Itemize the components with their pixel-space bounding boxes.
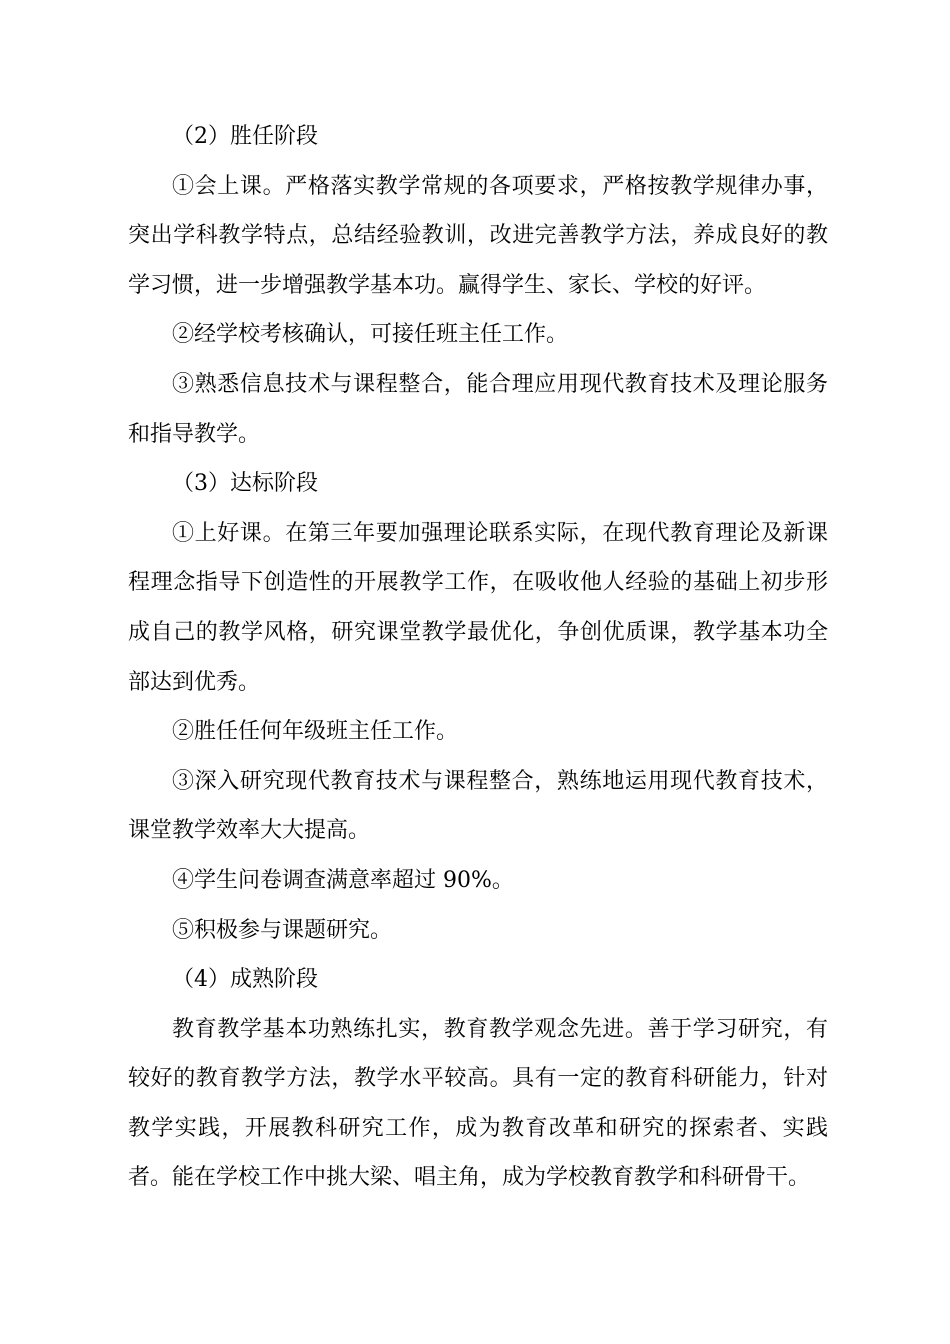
paragraph-research-participation: ⑤积极参与课题研究。 [172, 917, 393, 943]
paragraph-mature-description: 教育教学基本功熟练扎实，教育教学观念先进。善于学习研究，有较好的教育教学方法，教学水平较高。具有一定的教育科研能力，针对教学实践，开展教科研究工作，成为教育改革和研究的探索者、实践者。能在学校工作中挑大梁、唱主角，成为学校教育教学和科研骨干。 [128, 1016, 828, 1191]
paragraph-it-integration: ③熟悉信息技术与课程整合，能合理应用现代教育技术及理论服务和指导教学。 [128, 371, 828, 447]
document-body [128, 112, 828, 1203]
paragraph-teaching-better: ①上好课。在第三年要加强理论联系实际，在现代教育理论及新课程理念指导下创造性的开展教学工作，在吸收他人经验的基础上初步形成自己的教学风格，研究课堂教学最优化，争创优质课，教学基本功全部达到优秀。 [128, 520, 828, 695]
paragraph-any-grade-head-teacher: ②胜任任何年级班主任工作。 [172, 719, 459, 745]
paragraph-head-teacher-eligibility: ②经学校考核确认，可接任班主任工作。 [172, 322, 569, 348]
paragraph-satisfaction-rate: ④学生问卷调查满意率超过 90%。 [172, 867, 514, 893]
paragraph-teaching-well: ①会上课。严格落实教学常规的各项要求，严格按教学规律办事，突出学科教学特点，总结经验教训，改进完善教学方法，养成良好的教学习惯，进一步增强教学基本功。赢得学生、家长、学校的好评。 [128, 173, 828, 298]
section-heading-mature-stage: （4）成熟阶段 [172, 967, 318, 993]
section-heading-standard-stage: （3）达标阶段 [172, 471, 318, 497]
section-heading-competent-stage: （2）胜任阶段 [172, 124, 318, 149]
paragraph-deep-it-integration: ③深入研究现代教育技术与课程整合，熟练地运用现代教育技术，课堂教学效率大大提高。 [128, 768, 828, 844]
